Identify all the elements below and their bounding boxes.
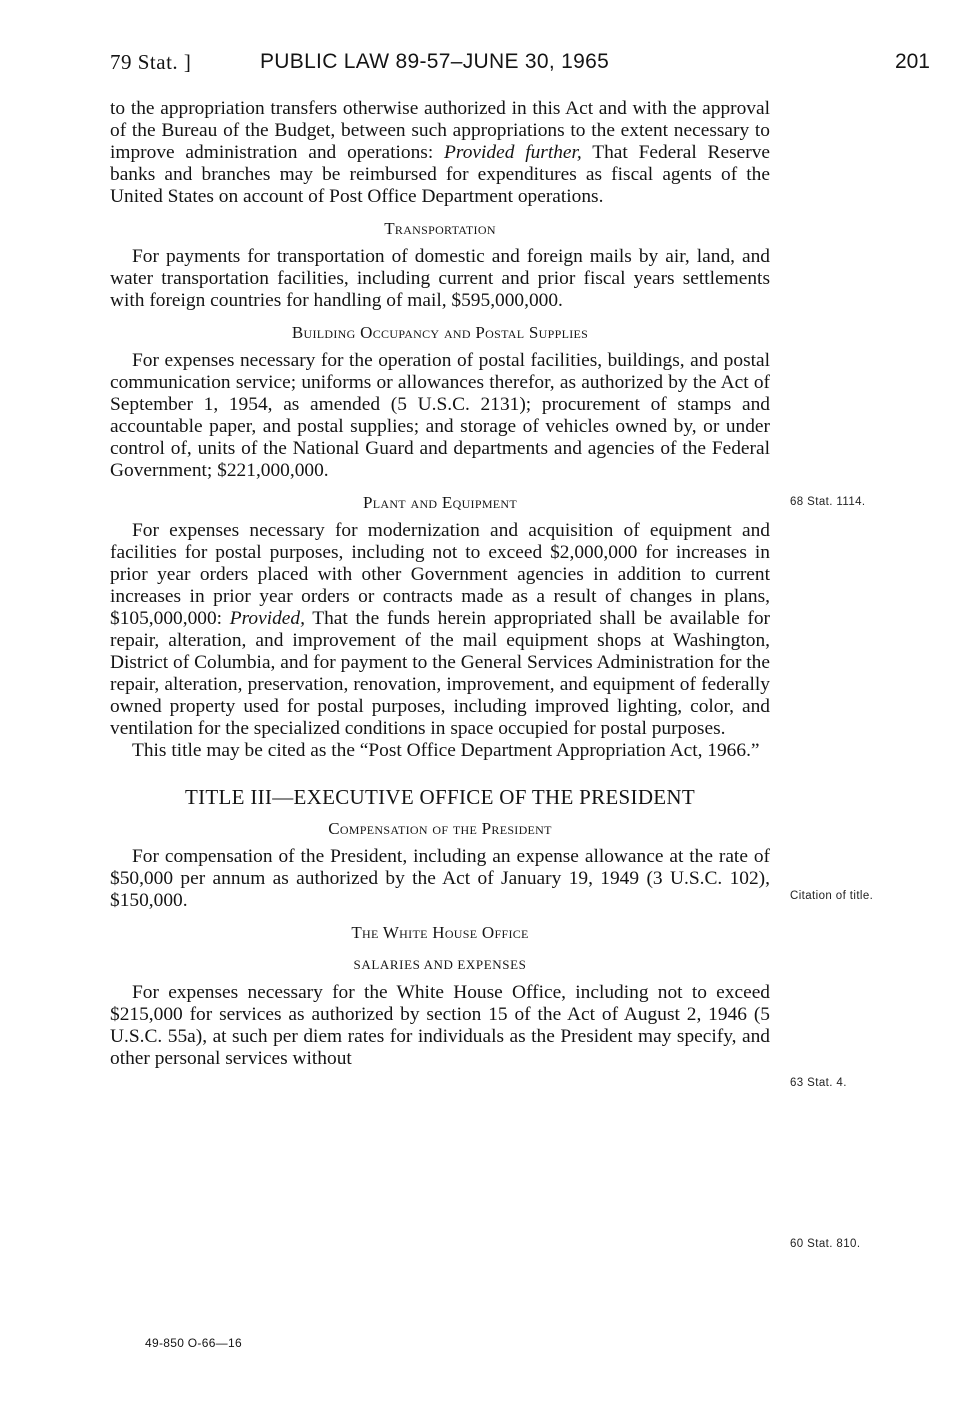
plant-heading: Plant and Equipment [362, 493, 518, 512]
transportation-heading: Transportation [384, 219, 496, 238]
plant-paragraph: For expenses necessary for modernization and acquisition of equipment and facilities for postal purposes, including not to exceed $2,000,000 for increases in prior year orders placed with other Government agencies in addition to current increases in prior year orders or contracts made as a result of changes in plans, $105,000,000: Provided, That the funds herein appropriated shall be available for repair, alteration, and improvement of the mail equipment shops at Washington, District of Columbia, and for payment to the General Services Administration for the repair, alteration, preservation, renovation, improvement, and equipment of federally owned property used for postal purposes, including improved lighting, color, and ventilation for the specialized conditions in space occupied for postal purposes. [110, 520, 770, 739]
document-body [110, 98, 770, 1070]
page-number: 201 [894, 50, 930, 73]
compensation-paragraph: For compensation of the President, including an expense allowance at the rate of $50,000 per annum as authorized by the Act of January 19, 1949 (3 U.S.C. 102), $150,000. [110, 846, 770, 911]
whitehouse-paragraph: For expenses necessary for the White House Office, including not to exceed $215,000 for services as authorized by section 15 of the Act of August 2, 1946 (5 U.S.C. 55a), at such per diem rates for individuals as the President may specify, and other personal services without [110, 982, 770, 1069]
building-heading: Building Occupancy and Postal Supplies [291, 323, 589, 342]
margin-note-stat-4: 63 Stat. 4. [790, 1077, 847, 1089]
intro-paragraph: to the appropriation transfers otherwise authorized in this Act and with the approval of the Bureau of the Budget, between such appropriations to the extent necessary to improve administration and operations: Provided further, That Federal Reserve banks and branches may be reimbursed for expenditures as fiscal agents of the United States on account of Post Office Department operations. [110, 98, 770, 207]
margin-note-stat-810: 60 Stat. 810. [790, 1238, 861, 1250]
salaries-heading: SALARIES AND EXPENSES [353, 957, 527, 972]
building-paragraph: For expenses necessary for the operation of postal facilities, buildings, and postal communication service; uniforms or allowances therefor, as authorized by the Act of September 1, 1954, as amended (5 U.S.C. 2131); procurement of stamps and accountable paper, and postal supplies; and storage of vehicles owned by, or under control of, units of the National Guard and departments and agencies of the Federal Government; $221,000,000. [110, 350, 770, 481]
compensation-heading: Compensation of the President [328, 819, 552, 838]
page-header [110, 50, 930, 82]
law-title: PUBLIC LAW 89-57–JUNE 30, 1965 [260, 50, 610, 73]
volume-reference: 79 Stat. ] [110, 50, 192, 74]
transportation-paragraph: For payments for transportation of domestic and foreign mails by air, land, and water transportation facilities, including current and prior fiscal years settlements with foreign countries for handling of mail, $595,000,000. [110, 246, 770, 311]
citation-paragraph: This title may be cited as the “Post Office Department Appropriation Act, 1966.” [132, 740, 760, 761]
margin-note-citation: Citation of title. [790, 890, 874, 902]
whitehouse-heading: The White House Office [351, 923, 529, 942]
footer-code: 49-850 O-66—16 [145, 1336, 242, 1350]
margin-note-stat-1114: 68 Stat. 1114. [790, 496, 866, 508]
title-three-heading: TITLE III—EXECUTIVE OFFICE OF THE PRESIDENT [184, 785, 696, 809]
